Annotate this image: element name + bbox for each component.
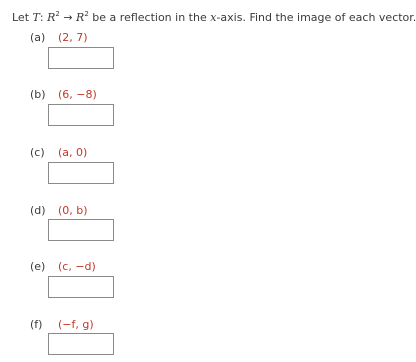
answer-input-e[interactable] [48,276,114,298]
arrow-symbol: → [59,11,77,24]
part-a [30,31,330,45]
answer-input-c[interactable] [48,162,114,184]
part-f [30,318,330,332]
part-e-vector: (c, −d) [58,260,96,273]
part-c-vector: (a, 0) [58,146,88,159]
part-f-vector: (−f, g) [58,318,94,331]
part-d-vector: (0, b) [58,204,88,217]
answer-input-d[interactable] [48,219,114,241]
part-a-label: (a) [30,31,46,44]
part-d-label: (d) [30,204,46,217]
part-e [30,260,330,274]
domain-exponent: 2 [55,10,60,18]
part-c [30,146,330,160]
part-b-vector: (6, −8) [58,88,97,101]
part-a-vector: (2, 7) [58,31,88,44]
question-text: Let T: $R^2 \to R^2$ be a reflection in the x-axis. Find the image of each vector. [12,10,416,24]
part-d [30,204,330,218]
answer-input-a[interactable] [48,47,114,69]
part-e-label: (e) [30,260,46,273]
part-b [30,88,330,102]
part-f-label: (f) [30,318,43,331]
answer-input-b[interactable] [48,104,114,126]
map-name: T [32,11,40,24]
codomain-space: R [76,11,85,24]
part-b-label: (b) [30,88,46,101]
axis-variable: x [210,11,217,24]
part-c-label: (c) [30,146,45,159]
domain-space: R [47,11,56,24]
answer-input-f[interactable] [48,333,114,355]
codomain-exponent: 2 [84,10,89,18]
